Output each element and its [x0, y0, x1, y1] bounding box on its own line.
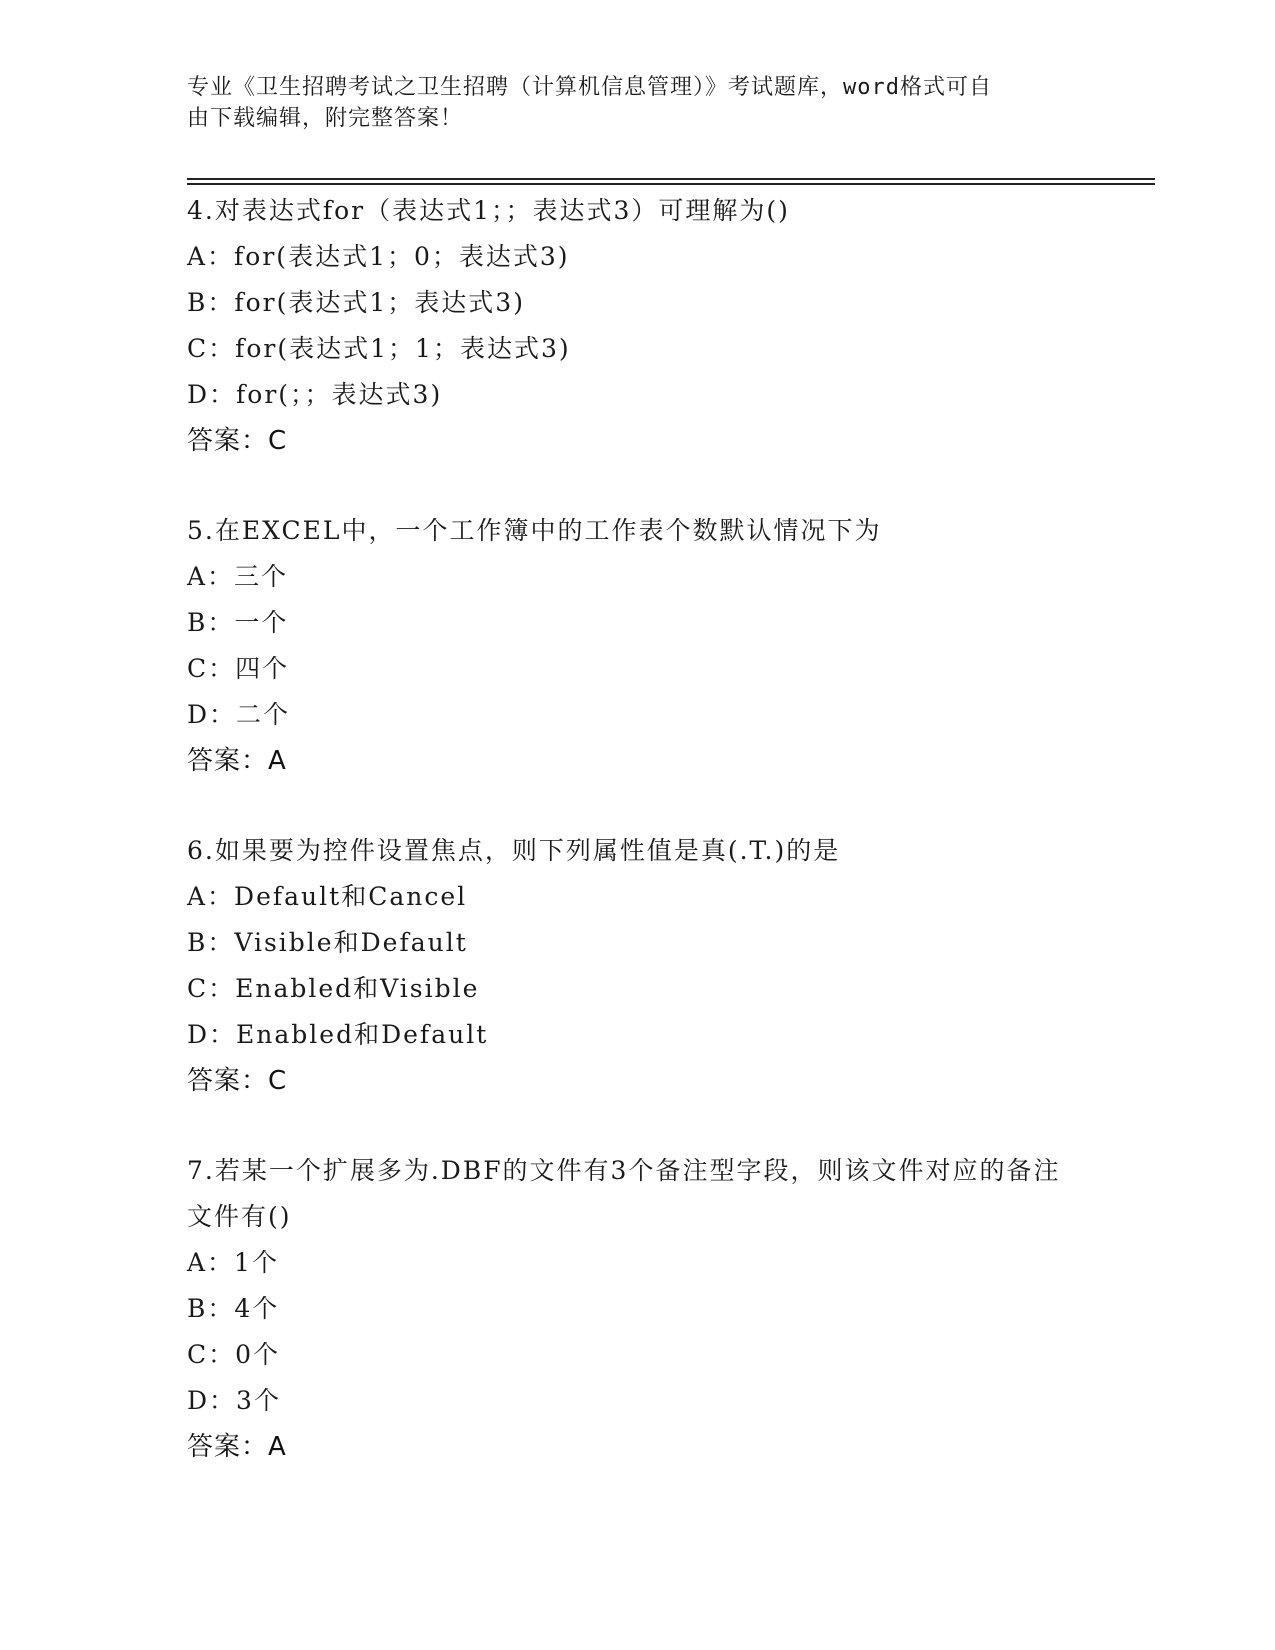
option-a: A：Default和Cancel [187, 882, 468, 911]
option-c: C：for(表达式1；1；表达式3) [187, 334, 571, 363]
option-b: B：4个 [187, 1294, 280, 1323]
option-d: D：Enabled和Default [187, 1020, 489, 1049]
option-a: A：for(表达式1；0；表达式3) [187, 242, 570, 271]
option-b: B：一个 [187, 608, 289, 637]
question-7 [187, 1148, 1087, 1470]
document-header [187, 72, 1067, 134]
question-title: 7.若某一个扩展多为.DBF的文件有3个备注型字段，则该文件对应的备注文件有() [187, 1156, 1061, 1231]
answer-line: 答案：A [187, 1432, 287, 1462]
question-title: 4.对表达式for（表达式1；；表达式3）可理解为() [187, 196, 790, 225]
option-a: A：三个 [187, 562, 289, 591]
option-d: D：二个 [187, 700, 291, 729]
option-c: C：Enabled和Visible [187, 974, 480, 1003]
header-line-2: 由下载编辑，附完整答案！ [187, 106, 464, 131]
option-a: A：1个 [187, 1248, 279, 1277]
header-divider-top [187, 178, 1155, 180]
header-line-1: 专业《卫生招聘考试之卫生招聘（计算机信息管理）》考试题库，word格式可自 [187, 75, 992, 100]
answer-line: 答案：C [187, 1066, 288, 1096]
question-title: 5.在EXCEL中，一个工作簿中的工作表个数默认情况下为 [187, 516, 882, 545]
answer-line: 答案：A [187, 746, 287, 776]
option-d: D：3个 [187, 1386, 281, 1415]
option-c: C：四个 [187, 654, 290, 683]
question-5 [187, 508, 1087, 784]
option-c: C：0个 [187, 1340, 281, 1369]
question-title: 6.如果要为控件设置焦点，则下列属性值是真(.T.)的是 [187, 836, 841, 865]
answer-line: 答案：C [187, 426, 288, 456]
question-4 [187, 188, 1087, 464]
option-b: B：Visible和Default [187, 928, 468, 957]
option-b: B：for(表达式1；表达式3) [187, 288, 525, 317]
header-divider-bottom [187, 183, 1155, 185]
question-6 [187, 828, 1087, 1104]
option-d: D：for(；；表达式3) [187, 380, 443, 409]
